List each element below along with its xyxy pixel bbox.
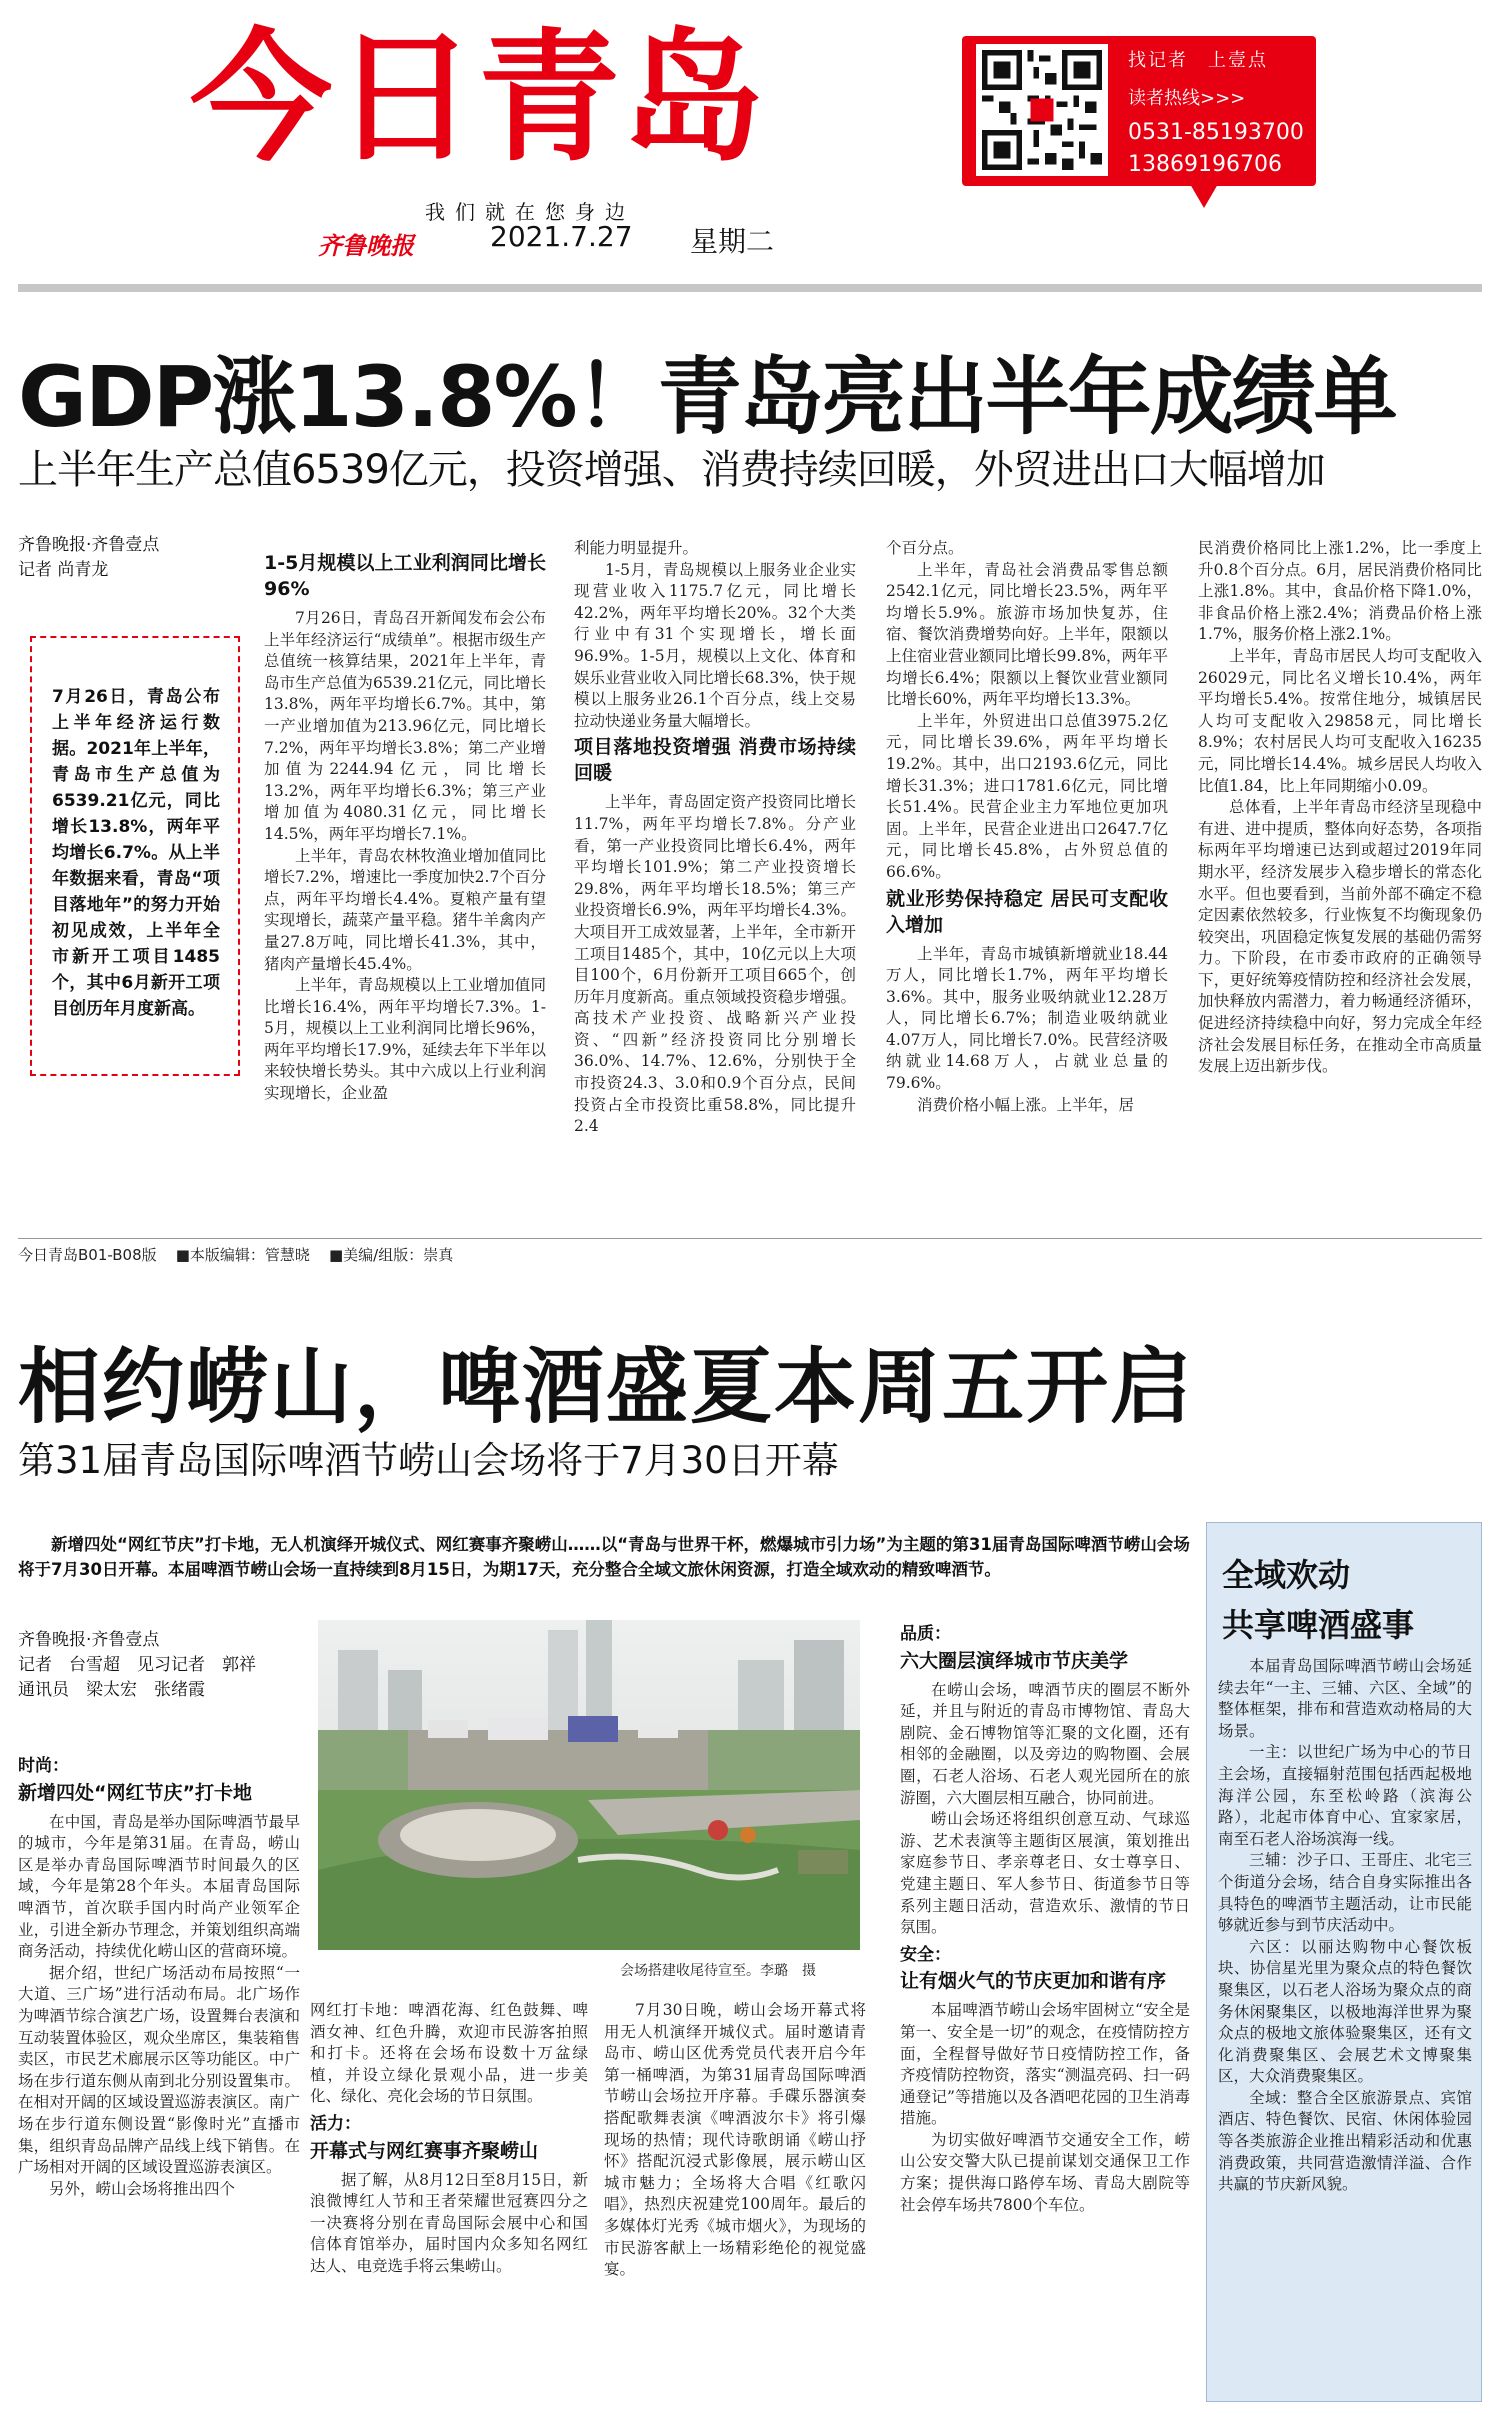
section-tag: 活力：	[310, 2113, 361, 2134]
paragraph: 三辅：沙子口、王哥庄、北宅三个街道分会场，结合自身实际推出各具特色的啤酒节主题活动，让市民能够就近参与到节庆活动中。	[1218, 1851, 1472, 1935]
masthead-divider	[18, 284, 1482, 292]
hotline-phone-2[interactable]: 13869196706	[1128, 152, 1282, 177]
byline-correspondents: 通讯员 梁太宏 张绪霞	[18, 1680, 205, 1700]
byline-outlet: 齐鲁晚报·齐鲁壹点	[18, 1630, 160, 1650]
article-2-column-2	[310, 2000, 588, 2402]
section-heading: 新增四处“网红节庆”打卡地	[18, 1781, 252, 1804]
byline-reporter: 记者 尚青龙	[18, 560, 109, 580]
qr-code-icon[interactable]	[976, 44, 1108, 176]
paragraph: 总体看，上半年青岛市经济呈现稳中有进、进中提质，整体向好态势，各项指标两年平均增速已达到或超过2019年同期水平，经济发展步入稳步增长的常态化水平。但也要看到，当前外部不确定不稳定因素依然较多，行业恢复不均衡现象仍较突出，巩固稳定恢复发展的基础仍需努力。下阶段，在市委市政府的正确领导下，更好统筹疫情防控和经济社会发展，加快释放内需潜力，着力畅通经济循环，促进经济持续稳中向好，努力完成全年经济社会发展目标任务，在推动全市高质量发展上迈出新步伐。	[1198, 798, 1482, 1076]
lead-text: 新增四处“网红节庆”打卡地，无人机演绎开城仪式、网红赛事齐聚崂山……以“青岛与世界干杯，燃爆城市引力场”为主题的第31届青岛国际啤酒节崂山会场将于7月30日开幕。本届啤酒节崂山会场一直持续到8月15日，为期17天，充分整合全域文旅休闲资源，打造全域欢动的精致啤酒节。	[18, 1535, 1190, 1579]
paragraph: 本届青岛国际啤酒节崂山会场延续去年“一主、三辅、六区、全域”的整体框架，排布和营造欢动格局的大场景。	[1218, 1657, 1472, 1740]
article-2-headline: 相约崂山，啤酒盛夏本周五开启	[18, 1340, 1195, 1435]
article-2-subhead: 第31届青岛国际啤酒节崂山会场将于7月30日开幕	[18, 1439, 839, 1482]
article-2-column-3	[604, 2000, 866, 2402]
section-tag: 时尚：	[18, 1756, 69, 1776]
paragraph: 上半年，青岛市居民人均可支配收入26029元，同比名义增长10.4%，两年平均增长5.4%。按常住地分，城镇居民人均可支配收入29858元，同比增长8.9%；农村居民人均可支配收入16235元，同比增长14.4%。城乡居民人均收入比值1.84，比上年同期缩小0.09。	[1198, 646, 1482, 795]
section-divider	[18, 1238, 1482, 1239]
paragraph: 上半年，青岛农林牧渔业增加值同比增长7.2%，增速比一季度加快2.7个百分点，两年平均增长4.4%。夏粮产量有望实现增长，蔬菜产量平稳。猪牛羊禽肉产量27.8万吨，同比增长41.3%，其中，猪肉产量增长45.4%。	[264, 846, 546, 973]
section-heading: 就业形势保持稳定 居民可支配收入增加	[886, 887, 1168, 936]
article-2-byline	[18, 1628, 256, 1703]
issue-weekday: 星期二	[690, 225, 775, 258]
hotline-phone-1[interactable]: 0531-85193700	[1128, 120, 1304, 145]
editor-credit: ■本版编辑：管慧晓	[175, 1246, 310, 1264]
paragraph: 个百分点。	[886, 539, 964, 557]
article-2-lead	[18, 1532, 1202, 1582]
article-1-column-3	[886, 538, 1168, 1192]
section-heading: 项目落地投资增强 消费市场持续回暖	[574, 736, 856, 785]
paragraph: 上半年，青岛规模以上工业增加值同比增长16.4%，两年平均增长7.3%。1-5月，规模以上工业利润同比增长96%，两年平均增长17.9%，延续去年下半年以来较快增长势头。其中六成以上行业利润实现增长，企业盈	[264, 976, 546, 1103]
article-1-column-2	[574, 538, 856, 1192]
article-1-byline	[18, 533, 159, 583]
hotline-speech-tail	[1190, 184, 1218, 208]
paragraph: 本届啤酒节崂山会场牢固树立“安全是第一、安全是一切”的观念，在疫情防控方面，全程督导做好节日疫情防控工作，备齐疫情防控物资，落实“测温亮码、扫一码通登记”等措施以及各酒吧花园的卫生消毒措施。	[900, 2001, 1190, 2128]
article-1-column-1	[264, 548, 546, 1192]
paragraph: 利能力明显提升。	[574, 539, 699, 557]
paragraph: 上半年，青岛固定资产投资同比增长11.7%，两年平均增长7.8%。分产业看，第一产业投资同比增长6.4%，两年平均增长101.9%；第二产业投资增长29.8%，两年平均增长18.5%；第三产业投资增长6.9%，两年平均增长4.3%。大项目开工成效显著，上半年，全市新开工项目1485个，其中，10亿元以上大项目100个，6月份新开工项目665个，创历年月度新高。重点领域投资稳步增强。高技术产业投资、战略新兴产业投资、“四新”经济投资同比分别增长36.0%、14.7%、12.6%，分别快于全市投资24.3、3.0和0.9个百分点，民间投资占全市投资比重58.8%，同比提升2.4	[574, 793, 856, 1136]
paragraph: 在崂山会场，啤酒节庆的圈层不断外延，并且与附近的青岛市博物馆、青岛大剧院、金石博物馆等汇聚的文化圈，还有相邻的金融圈，以及旁边的购物圈、会展圈，石老人浴场、石老人观光园所在的旅游圈，六大圈层相互融合，协同前进。	[900, 1680, 1190, 1807]
article-1-summary: 7月26日，青岛公布上半年经济运行数据。2021年上半年，青岛市生产总值为6539.21亿元，同比增长13.8%，两年平均增长6.7%。从上半年数据来看，青岛“项目落地年”的努力开始初见成效，上半年全市新开工项目1485个，其中6月新开工项目创历年月度新高。	[52, 687, 220, 1019]
paragraph: 上半年，外贸进出口总值3975.2亿元，同比增长39.6%，两年平均增长19.2%。其中，出口2193.6亿元，同比增长31.3%；进口1781.6亿元，同比增长51.4%。民营企业主力军地位更加巩固。上半年，民营企业进出口2647.7亿元，同比增长45.8%，占外贸总值的66.6%。	[886, 711, 1168, 881]
masthead-logo: 今日青岛	[190, 16, 766, 181]
paragraph: 消费价格小幅上涨。上半年，居	[917, 1095, 1135, 1114]
paragraph: 据了解，从8月12日至8月15日，新浪微博红人节和王者荣耀世冠赛四分之一决赛将分别在青岛国际会展中心和国信体育馆举办，届时国内众多知名网红达人、电竞选手将云集崂山。	[310, 2170, 588, 2275]
paragraph: 崂山会场还将组织创意互动、气球巡游、艺术表演等主题街区展演，策划推出家庭参节日、孝亲尊老日、女士尊享日、党建主题日、军人参节日、街道参节日等系列主题日活动，营造欢乐、激情的节日氛围。	[900, 1810, 1190, 1937]
paragraph: 六区：以丽达购物中心餐饮板块、协信星光里为聚众点的特色餐饮聚集区，以石老人浴场为聚众点的商务休闲聚集区，以极地海洋世界为聚众点的极地文旅体验聚集区，还有文化消费聚集区、会展艺术文博聚集区，大众消费聚集区。	[1218, 1937, 1472, 2086]
section-tag: 安全：	[900, 1944, 951, 1965]
hotline-title: 找记者 上壹点	[1128, 50, 1268, 71]
designer-credit: ■美编/组版：崇真	[328, 1246, 454, 1264]
paragraph: 在中国，青岛是举办国际啤酒节最早的城市，今年是第31届。在青岛，崂山区是举办青岛国际啤酒节时间最久的区域，今年是第28个年头。本届青岛国际啤酒节，首次联手国内时尚产业领军企业，引进全新办节理念，并策划组织高端商务活动，持续优化崂山区的营商环境。	[18, 1812, 300, 1961]
paragraph: 上半年，青岛市城镇新增就业18.44万人，同比增长1.7%，两年平均增长3.6%。其中，服务业吸纳就业12.28万人，同比增长6.7%；制造业吸纳就业4.07万人，同比增长7.0%。民营经济吸纳就业14.68万人，占就业总量的79.6%。	[886, 944, 1168, 1093]
article-2-column-4	[900, 1624, 1190, 2402]
section-heading: 1-5月规模以上工业利润同比增长96%	[264, 552, 546, 600]
article-2-column-1	[18, 1756, 300, 2402]
paragraph: 全域：整合全区旅游景点、宾馆酒店、特色餐饮、民宿、休闲体验园等各类旅游企业推出精彩活动和优惠消费政策，共同营造激情洋溢、合作共赢的节庆新风貌。	[1218, 2088, 1472, 2194]
paragraph: 为切实做好啤酒节交通安全工作，崂山公安交警大队已提前谋划交通保卫工作方案；提供海口路停车场、青岛大剧院等社会停车场共7800个车位。	[900, 2130, 1190, 2214]
paper-name: 齐鲁晚报	[318, 231, 414, 260]
paragraph: 7月30日晚，崂山会场开幕式将用无人机演绎开城仪式。届时邀请青岛市、崂山区优秀党员代表开启今年第一桶啤酒，为第31届青岛国际啤酒节崂山会场拉开序幕。手碟乐器演奏搭配歌舞表演《啤酒波尔卡》将引爆现场的热情；现代诗歌朗诵《崂山抒怀》搭配沉浸式影像展，展示崂山区城市魅力；全场将大合唱《红歌闪唱》，热烈庆祝建党100周年。最后的多媒体灯光秀《城市烟火》，为现场的市民游客献上一场精彩绝伦的视觉盛宴。	[604, 2001, 866, 2279]
article-1-column-4	[1198, 538, 1482, 1192]
section-heading: 六大圈层演绎城市节庆美学	[900, 1649, 1129, 1672]
paragraph: 另外，崂山会场将推出四个	[49, 2179, 236, 2198]
hotline-label: 读者热线>>>	[1128, 88, 1246, 109]
paragraph: 7月26日，青岛召开新闻发布会公布上半年经济运行“成绩单”。根据市级生产总值统一核算结果，2021年上半年，青岛市生产总值为6539.21亿元，同比增长13.8%，两年平均增长6.7%。其中，第一产业增加值为213.96亿元，同比增长7.2%，两年平均增长3.8%；第二产业增加值为2244.94亿元，同比增长13.2%，两年平均增长6.3%；第三产业增加值为4080.31亿元，同比增长14.5%，两年平均增长7.1%。	[264, 609, 546, 843]
paragraph: 据介绍，世纪广场活动布局按照“一大道、三广场”进行活动布局。北广场作为啤酒节综合演艺广场，设置舞台表演和互动装置体验区，观众坐席区，集装箱售卖区，市民艺术廊展示区等功能区。中广场在步行道东侧从南到北分别设置集市。在相对开阔的区域设置巡游表演区。南广场在步行道东侧设置“影像时光”直播市集，组织青岛品牌产品线上线下销售。在广场相对开阔的区域设置巡游表演区。	[18, 1963, 300, 2177]
section-tag: 品质：	[900, 1624, 951, 1644]
issue-date: 2021.7.27	[490, 220, 633, 253]
byline-outlet: 齐鲁晚报·齐鲁壹点	[18, 535, 160, 555]
photo-caption: 会场搭建收尾待宣至。李璐 摄	[620, 1963, 816, 1979]
section-heading: 让有烟火气的节庆更加和谐有序	[900, 1970, 1167, 1993]
paragraph: 一主：以世纪广场为中心的节日主会场，直接辐射范围包括西起极地海洋公园，东至松岭路（滨海公路），北起市体育中心、宜家家居，南至石老人浴场滨海一线。	[1218, 1743, 1472, 1848]
page-footer-info	[18, 1244, 453, 1265]
beer-festival-venue-photo	[318, 1620, 860, 1950]
feature-body	[1218, 1656, 1472, 2396]
section-heading: 开幕式与网红赛事齐聚崂山	[310, 2139, 539, 2162]
feature-title-line-2: 共享啤酒盛事	[1222, 1606, 1415, 1644]
feature-title-line-1: 全域欢动	[1222, 1556, 1351, 1594]
section-label: 今日青岛B01-B08版	[18, 1246, 157, 1264]
paragraph: 民消费价格同比上涨1.2%，比一季度上升0.8个百分点。6月，居民消费价格同比上涨1.8%。其中，食品价格下降1.0%，非食品价格上涨2.4%；消费品价格上涨1.7%，服务价格上涨2.1%。	[1198, 539, 1482, 644]
paragraph: 网红打卡地：啤酒花海、红色鼓舞、啤酒女神、红色升腾，欢迎市民游客拍照和打卡。还将在会场布设数十万盆绿植，并设立绿化景观小品，进一步美化、绿化、亮化会场的节日氛围。	[310, 2001, 588, 2106]
article-1-headline: GDP涨13.8%！青岛亮出半年成绩单	[18, 348, 1396, 446]
masthead-slogan: 我们就在您身边	[425, 200, 635, 224]
byline-reporters: 记者 台雪超 见习记者 郭祥	[18, 1655, 256, 1675]
article-1-subhead: 上半年生产总值6539亿元，投资增强、消费持续回暖，外贸进出口大幅增加	[18, 447, 1325, 493]
paragraph: 1-5月，青岛规模以上服务业企业实现营业收入1175.7亿元，同比增长42.2%，两年平均增长20%。32个大类行业中有31个实现增长，增长面96.9%。1-5月，规模以上文化、体育和娱乐业营业收入同比增长68.3%，快于规模以上服务业26.1个百分点，线上交易拉动快递业务量大幅增长。	[574, 560, 856, 730]
paragraph: 上半年，青岛社会消费品零售总额2542.1亿元，同比增长23.5%，两年平均增长5.9%。旅游市场加快复苏，住宿、餐饮消费增势向好。上半年，限额以上住宿业营业额同比增长99.8%，两年平均增长6.4%；限额以上餐饮业营业额同比增长60%，两年平均增长13.3%。	[886, 560, 1168, 709]
